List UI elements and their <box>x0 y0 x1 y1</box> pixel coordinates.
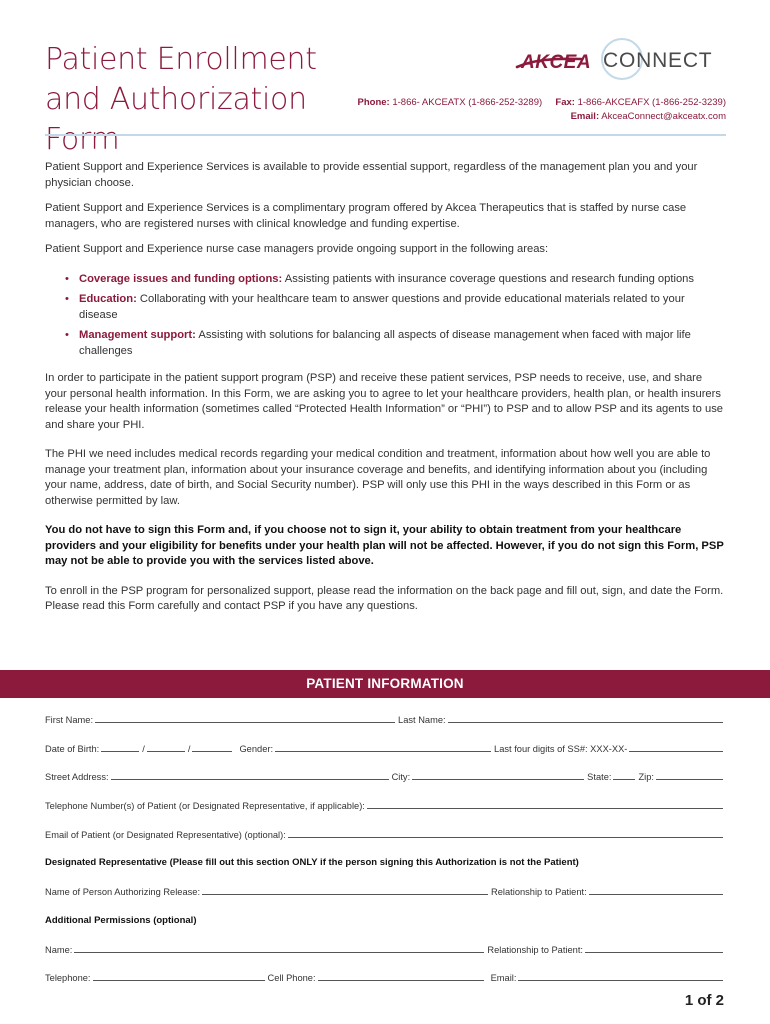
email-patient-row <box>45 826 726 840</box>
authorizing-name-label: Name of Person Authorizing Release: <box>45 887 201 898</box>
cell-phone-field[interactable] <box>318 980 484 981</box>
state-label: State: <box>587 772 612 783</box>
name-label: Name: <box>45 944 73 955</box>
cell-phone-label: Cell Phone: <box>267 973 316 984</box>
state-field[interactable] <box>613 779 635 780</box>
telephone-patient-label: Telephone Number(s) of Patient (or Designated Representative, if applicable): <box>45 801 365 812</box>
additional-name-row <box>45 941 726 955</box>
logo-text-right: CONNECT <box>603 49 713 72</box>
email-value[interactable]: AkceaConnect@akceatx.com <box>601 111 726 122</box>
name-row <box>45 711 726 725</box>
fax-label: Fax: <box>555 97 575 108</box>
contact-info <box>358 96 727 124</box>
intro-paragraph-2: Patient Support and Experience Services is a complimentary program offered by Akcea Therapeutics that is staffed by nurse case managers, who are registered nurses with clinical knowledge and funding expertise. <box>45 202 687 230</box>
additional-permissions-heading <box>45 912 726 926</box>
dob-separator: / <box>142 743 145 754</box>
dob-separator: / <box>187 743 191 754</box>
phone-row <box>45 969 726 983</box>
relationship-field[interactable] <box>589 894 723 895</box>
logo-text-left: AKCEA <box>521 52 592 73</box>
last-name-field[interactable] <box>448 722 723 723</box>
city-label: City: <box>391 772 411 783</box>
ssn-label: Last four digits of SS#: XXX-XX- <box>494 743 628 754</box>
dob-day-field[interactable] <box>147 751 185 752</box>
intro-paragraph-1: Patient Support and Experience Services is available to provide essential support, regardless of the management plan you and your physician choose. <box>45 161 698 189</box>
telephone-field[interactable] <box>93 980 265 981</box>
dob-month-field[interactable] <box>101 751 139 752</box>
intro-paragraph-5: The PHI we need includes medical records regarding your medical condition and treatment, information about how well you are able to manage your treatment plan, information about your insurance coverage and benefits, and identifying information about you (including your name, address, date of birth, and Social Security number). PSP will only use this PHI in the ways described in this Form or as otherwise permitted by law. <box>45 448 711 507</box>
street-field[interactable] <box>111 779 389 780</box>
zip-field[interactable] <box>656 779 723 780</box>
designated-representative-heading <box>45 854 726 868</box>
designated-heading-text: Designated Representative (Please fill out this section ONLY if the person signing this Authorization is not the Patient) <box>45 857 579 869</box>
first-name-label: First Name: <box>45 715 94 725</box>
akcea-connect-logo <box>513 36 728 84</box>
patient-info-form <box>45 711 726 998</box>
dob-label: Date of Birth: <box>45 743 100 754</box>
telephone-patient-row <box>45 797 726 811</box>
list-item: • Management support: Assisting with solutions for balancing all aspects of disease management when faced with major life challenges <box>65 329 691 357</box>
email-patient-label: Email of Patient (or Designated Representative) (optional): <box>45 829 286 840</box>
dob-year-field[interactable] <box>192 751 232 752</box>
zip-label: Zip: <box>638 772 654 783</box>
street-label: Street Address: <box>45 772 109 783</box>
additional-heading-text: Additional Permissions (optional) <box>45 914 197 926</box>
email-field[interactable] <box>518 980 723 981</box>
name-field[interactable] <box>74 952 484 953</box>
email-patient-field[interactable] <box>288 837 723 838</box>
intro-text <box>45 160 726 629</box>
telephone-patient-field[interactable] <box>367 808 723 809</box>
list-item: • Coverage issues and funding options: Assisting patients with insurance coverage questions and research funding options <box>65 272 694 285</box>
gender-field[interactable] <box>275 751 491 752</box>
section-header-patient-info: PATIENT INFORMATION <box>0 670 770 698</box>
relationship2-label: Relationship to Patient: <box>487 944 584 955</box>
dob-row <box>45 740 726 754</box>
authorizing-row <box>45 883 726 897</box>
relationship-label: Relationship to Patient: <box>491 887 587 898</box>
last-name-label: Last Name: <box>398 715 446 725</box>
gender-label: Gender: <box>239 743 274 754</box>
header-divider <box>45 134 726 136</box>
intro-paragraph-6: You do not have to sign this Form and, if you choose not to sign it, your ability to obtain treatment from your healthcare providers and your eligibility for benefits under your health plan will not be affected. However, if you do not sign this Form, PSP may not be able to provide you with the services listed above. <box>45 524 724 567</box>
address-row <box>45 768 726 782</box>
phone-label: Phone: <box>357 97 390 108</box>
intro-paragraph-4: In order to participate in the patient support program (PSP) and receive these patient services, PSP needs to receive, use, and share your personal health information. In this Form, we are asking you to agree to let your healthcare providers, health plan, or health insurers release your health information (sometimes called “Protected Health Information” or “PHI”) to PSP and to allow PSP and its agents to use and share your PHI. <box>45 372 724 431</box>
fax-value: 1-866-AKCEAFX (1-866-252-3239) <box>577 97 726 108</box>
ssn-field[interactable] <box>629 751 723 752</box>
authorizing-name-field[interactable] <box>202 894 488 895</box>
first-name-field[interactable] <box>95 722 395 723</box>
list-item: • Education: Collaborating with your healthcare team to answer questions and provide educational materials related to your disease <box>65 293 685 321</box>
email-field-label: Email: <box>490 973 517 984</box>
email-label: Email: <box>570 111 600 122</box>
support-areas-list <box>45 272 726 360</box>
city-field[interactable] <box>412 779 584 780</box>
phone-value: 1-866- AKCEATX (1-866-252-3289) <box>392 97 543 108</box>
telephone-label: Telephone: <box>45 973 91 984</box>
relationship2-field[interactable] <box>585 952 723 953</box>
page-title: Patient Enrollment and Authorization Form <box>45 42 317 157</box>
intro-paragraph-7: To enroll in the PSP program for personalized support, please read the information on the back page and fill out, sign, and date the Form. Please read this Form carefully and contact PSP if you have any questions. <box>45 584 724 612</box>
page-number: 1 of 2 <box>684 992 724 1009</box>
intro-paragraph-3: Patient Support and Experience nurse case managers provide ongoing support in the following areas: <box>45 243 549 255</box>
